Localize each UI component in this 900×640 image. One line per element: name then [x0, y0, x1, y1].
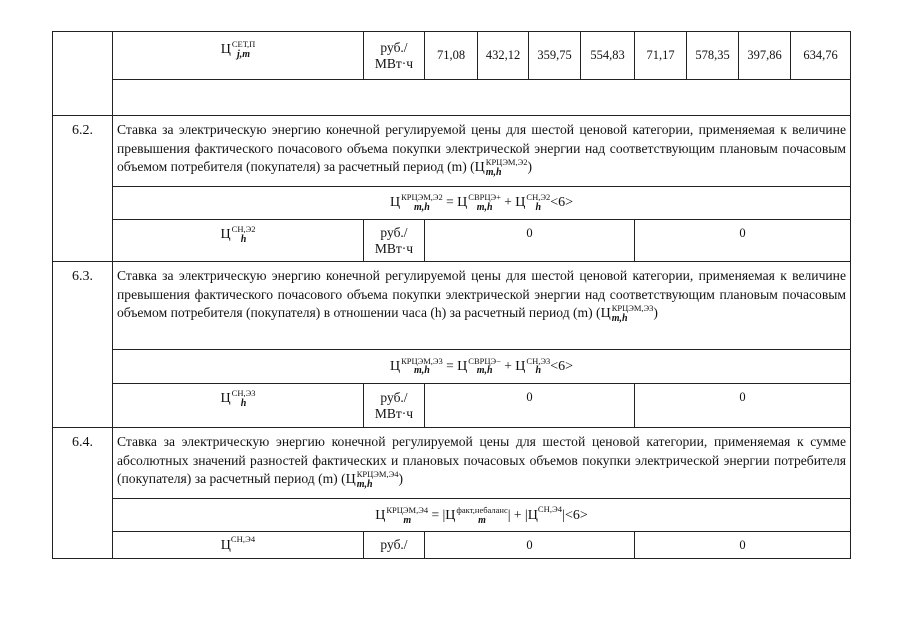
- section-row-unit: руб./ МВт·ч: [374, 389, 414, 421]
- top-row-value: 578,35: [695, 48, 730, 62]
- top-row-unit: руб./ МВт·ч: [374, 39, 414, 71]
- section-description: Ставка за электрическую энергию конечной регулируемой цены для шестой ценовой категории, применяемая к величине превышения фактического почасового объема покупки электрической энергии над соответствующим плановым почасовым объемом потребителя (покупателя) за расчетный период (m) (Ц КРЦЭМ,Э2 m,h ): [117, 122, 846, 178]
- top-row-value: 71,17: [646, 48, 675, 62]
- section-row-value: 0: [739, 225, 746, 240]
- section-row-unit: руб./: [380, 537, 408, 552]
- table-border-right: [850, 31, 851, 558]
- row-divider: [52, 261, 851, 262]
- section-row-value: 0: [739, 389, 746, 404]
- section-row-value: 0: [739, 537, 746, 552]
- top-row-value: 71,08: [436, 48, 466, 62]
- row-divider: [112, 79, 851, 80]
- section-row-value: 0: [526, 225, 533, 240]
- section-formula: Ц КРЦЭМ,Э4 m = |Ц факт,небаланс m | + $|Ц^{СН,Э4}|<6>$: [375, 504, 588, 526]
- top-row-value: 432,12: [485, 48, 521, 62]
- section-description: Ставка за электрическую энергию конечной регулируемой цены для шестой ценовой категории, применяемая к сумме абсолютных значений разностей фактических и плановых почасовых объемов покупки электрической энергии потребителя (покупателя) за расчетный период (m) (Ц КРЦЭМ,Э4 m,h ): [117, 434, 846, 490]
- top-row-value: 634,76: [803, 48, 838, 62]
- column-divider: [112, 31, 113, 558]
- section-formula: Ц КРЦЭМ,Э2 m,h = Ц СВРЦЭ+ m,h + Ц СН,Э2 h <6>: [389, 192, 574, 213]
- top-row-value: 397,86: [747, 48, 782, 62]
- section-row-unit: руб./ МВт·ч: [374, 224, 414, 256]
- section-row-value: 0: [526, 537, 533, 552]
- top-row-symbol: Ц СЕТ,П j,m: [220, 39, 256, 60]
- section-description: Ставка за электрическую энергию конечной регулируемой цены для шестой ценовой категории, применяемая к величине превышения фактического почасового объема покупки электрической энергии над соответствующим плановым почасовым объемом потребителя (покупателя) в отношении часа (h) за расчетный период (m) (Ц КРЦЭМ,Э3 m,h ): [117, 268, 846, 324]
- top-row-value: 554,83: [590, 48, 625, 62]
- table-border-left: [52, 31, 53, 558]
- section-row-value: 0: [526, 389, 533, 404]
- tariff-table: [52, 31, 851, 558]
- section-formula: Ц КРЦЭМ,Э3 m,h = Ц СВРЦЭ− m,h + Ц СН,Э3 h <6>: [389, 355, 574, 377]
- section-number: 6.4.: [72, 435, 93, 450]
- section-number: 6.2.: [72, 123, 93, 138]
- section-row-symbol: $Ц^{СН,Э4}$: [220, 534, 256, 553]
- section-row-symbol: Ц СН,Э2 h: [220, 224, 256, 245]
- row-divider: [52, 427, 851, 428]
- row-divider: [52, 115, 851, 116]
- section-number: 6.3.: [72, 269, 93, 284]
- table-border-bottom: [52, 558, 851, 559]
- top-row-value: 359,75: [537, 48, 572, 62]
- section-row-symbol: Ц СН,Э3 h: [220, 388, 256, 409]
